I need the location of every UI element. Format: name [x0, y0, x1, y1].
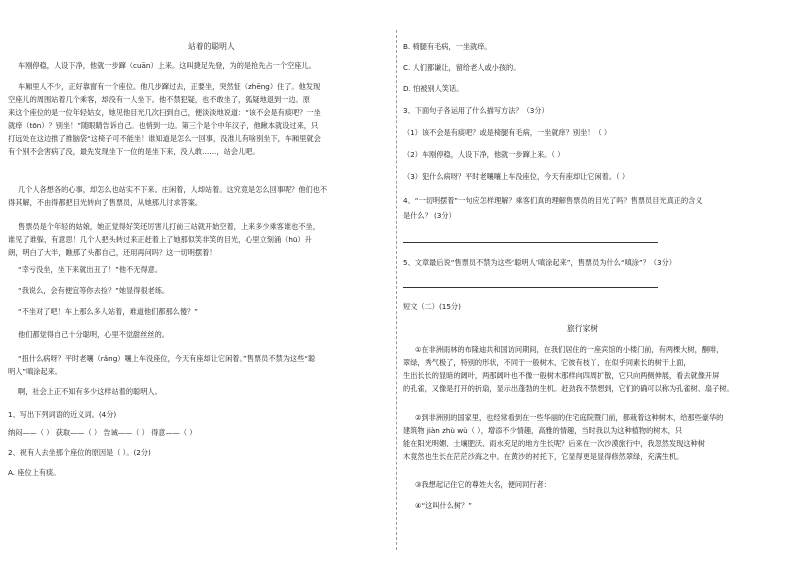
paragraph-line: 空座儿的周围站着几个乘客，却没有一人坐下。他不禁犯疑，也不敢坐了，狐疑地退到一边。原	[8, 95, 310, 104]
paragraph-line: 他们都觉得自己十分聪明，心里不觉甜丝丝的。	[18, 330, 169, 339]
paragraph-line: 的孔雀，又像是打开的折扇，显示出蓬勃的生机。赶劲我不禁想到，它们的确可以称为孔雀树、扇子树。	[403, 384, 734, 393]
paragraph-line: 售票员是个年轻的姑娘，她正觉得好笑还厉害儿打前三站就开始空着，上来多少乘客谁也不坐，	[18, 222, 320, 231]
story-title: 站着的聪明人	[188, 42, 235, 51]
question-5: 5、文章最后说“售票员不禁为这些‘聪明人’嗔涂起来”，售票员为什么“嗔涂”？（3分）	[403, 258, 676, 267]
question-1: 1、写出下列词语的近义词。(4分)	[8, 410, 117, 419]
right-column	[397, 0, 794, 561]
section-heading: 短文（二）(15分)	[403, 302, 461, 311]
paragraph-line: 打远处在这边推了推脑袋“这椅子可不能坐！谁知道是怎么一回事，没准儿有啥别坐下，车厢里就会	[8, 134, 321, 143]
passage-title: 旅行家树	[567, 324, 599, 333]
quote-line: “我说么，会有便宜等你去捡？”她显得很老练。	[18, 286, 170, 295]
question-4: 4、“一切明摆着”一句应怎样理解？乘客们真的理解售票员的目光了吗？售票员目光真正的含义	[403, 196, 703, 205]
paragraph-line: 得其解，不由得都把目光转向了售票员，从她那儿讨求答案。	[8, 198, 203, 207]
question-1-blanks: 纳闷——（ ） 获取——（ ） 告诫——（ ） 得意——（ ）	[8, 428, 197, 437]
answer-line	[403, 242, 658, 243]
paragraph-line: ①在非洲雨林的布隆迪共和国访问期间，在我们居住的一座宾馆的小楼门前，有两棵大树，酮啡，	[415, 345, 724, 354]
paragraph-line: 木竟然也生长在茫茫沙海之中。在黄沙的衬托下，它显得更是显得修然翠绿，充满生机。	[403, 452, 684, 461]
paragraph-line: 谁见了谁躲，有意思！几个人把头转过来正赶着上了她那似笑非笑的目光，心里立刻涌（hū）升	[8, 235, 312, 244]
answer-line	[403, 287, 658, 288]
question-3-item: （2）车刚停稳，人设下净，他就一步蹿上来。（ ）	[403, 150, 565, 159]
option-b: B. 椅腿有毛病，一坐就痒。	[403, 42, 492, 51]
paragraph-line: “扭什么病呀？平时老嚷（rǎng）嚷上车没座位，今天有座却让它闲着。”售票员不禁为这些“聪	[18, 354, 316, 363]
paragraph-line: 啊，社会上正不知有多少这样站着的聪明人。	[18, 387, 162, 396]
paragraph-line: ④“这叫什么树？”	[415, 501, 473, 510]
paragraph-line: 翠绿，秀气极了，特别的形状，不同于一般树木，它彼有枝丫，在似乎同素长的树干上面，	[403, 358, 691, 367]
question-3-item: （3）犯什么病呀？平时老嚷嚷上车没座位，今天有座却让它闲着。（ ）	[403, 172, 630, 181]
paragraph-line: 就痒（tōn）？别坐！”随眼睛告诉自己。也悄到一边。第三个是个中年汉子，他瞅本就设过来，只	[8, 121, 319, 130]
paragraph-line: ③我想起记住它的尊姓大名，便问同行者：	[415, 480, 551, 489]
option-c: C. 人们都谦让，留给老人或小孩的。	[403, 63, 521, 72]
paragraph-line: 有个别不会害病了没，最先发现坐下一位的是坐下来，没人敢……，站会儿吧。	[8, 147, 260, 156]
option-d: D. 怕被别人笑话。	[403, 84, 464, 93]
paragraph-line: ②到非洲别的国家里，也经常看到在一些华丽的住宅庭院暨门前，都栽着这种树木，给那些豪华的	[415, 413, 724, 422]
question-4: 是什么？ (3分）	[403, 211, 456, 220]
option-a: A. 座位上有痰。	[8, 468, 61, 477]
paragraph-line: 能在阳光明媚、土壤肥沃、雨水充足的地方生长呢？后来在一次沙漠旅行中，我忽然发现这种树	[403, 439, 705, 448]
paragraph-line: 几个人各想各的心事，却怎么也站实不下来。庄闲着，人却站着。这究竟是怎么回事呢？他们也不	[18, 185, 328, 194]
paragraph-line: 明人”嗔涂起来。	[8, 367, 63, 376]
question-3-item: （1）该不会是有痰吧？或是椅腿有毛病，一坐就痒？别坐！（ ）	[403, 128, 612, 137]
paragraph-line: 生出长长的显暗的阔叶，两那阔叶也不像一般树木那样向四周扩散，它只向两侧伸展，看去就像开屏	[403, 371, 720, 380]
paragraph-line: 车厢里人不少，正好靠窗有一个座位。他几步蹿过去，正要坐，突然怔（zhēng）住了。他发现	[18, 82, 321, 91]
paragraph-line: 来这个座位的是一位年轻姑女，她见他目光几次扫到自己，便淡淡地说道：“该不会是有痰吧？一坐	[8, 108, 321, 117]
paragraph-line: 建筑物 jiàn zhù wù（ ），增添不少情趣，高雅的情趣，当时我以为这种植物的树木，只	[403, 426, 683, 435]
paragraph-line: 车刚停稳，人设下净，他就一步蹿（cuān）上来。这叫捷足先登，为的是抢先占一个空座儿。	[18, 61, 316, 70]
quote-line: “不坐对了吧！车上那么多人站着，难道他们都那么傻？”	[18, 307, 198, 316]
question-3: 3、下面句子各运用了什么描写方法？（3分）	[403, 106, 549, 115]
quote-line: “幸亏没坐，坐下来就出丑了！”他不无得意。	[18, 265, 163, 274]
question-2: 2、祝有人去坐那个座位的原因是（ ）。(2分)	[8, 448, 151, 457]
paragraph-line: 朗，明白了大半，瞧那了头都自己，还用再问吗？这一切明摆着！	[8, 248, 217, 257]
